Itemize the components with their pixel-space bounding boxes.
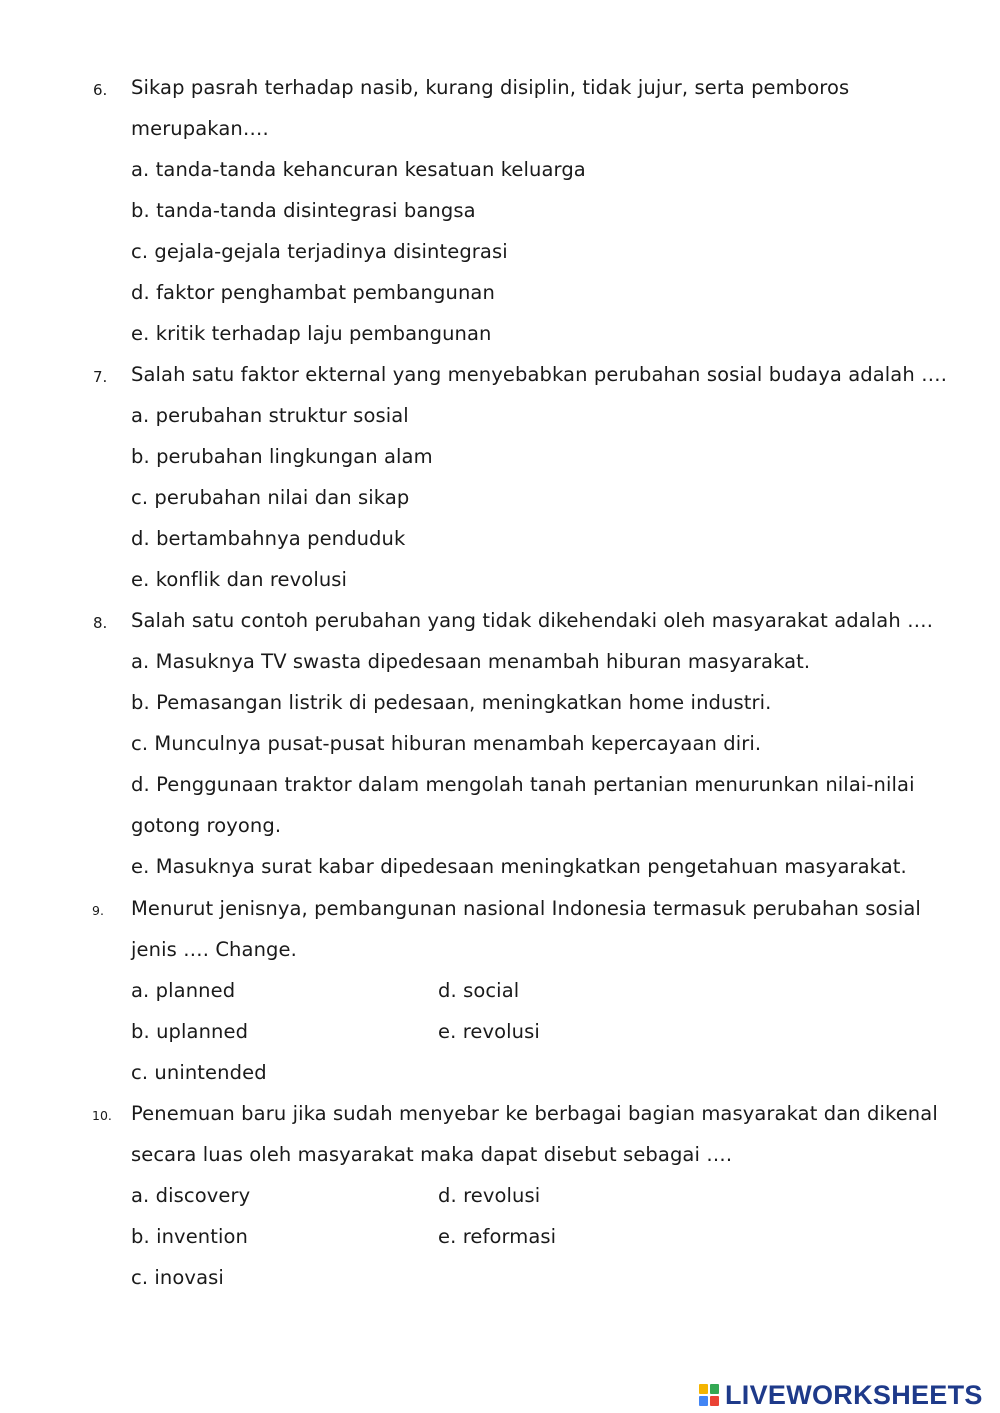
question-8-option-b[interactable]: b. Pemasangan listrik di pedesaan, meningkatkan home industri. (131, 691, 772, 714)
liveworksheets-logo-text: LIVEWORKSHEETS (725, 1379, 983, 1410)
question-8-number: 8. (93, 614, 108, 632)
question-9-stem-line-2: jenis …. Change. (131, 938, 297, 961)
question-7-stem-line-1: Salah satu faktor ekternal yang menyebabkan perubahan sosial budaya adalah …. (131, 363, 947, 386)
question-6-option-b[interactable]: b. tanda-tanda disintegrasi bangsa (131, 199, 476, 222)
question-9-option-a[interactable]: a. planned (131, 979, 236, 1002)
question-7-option-c[interactable]: c. perubahan nilai dan sikap (131, 486, 410, 509)
question-9-option-c[interactable]: c. unintended (131, 1061, 267, 1084)
question-8-option-d-continued: gotong royong. (131, 814, 282, 837)
liveworksheets-logo (699, 1380, 983, 1410)
question-6-stem-line-1: Sikap pasrah terhadap nasib, kurang disiplin, tidak jujur, serta pemboros (131, 76, 850, 99)
question-9-number: 9. (92, 903, 104, 918)
question-10-option-d[interactable]: d. revolusi (438, 1184, 541, 1207)
question-9-option-d[interactable]: d. social (438, 979, 520, 1002)
question-9-option-e[interactable]: e. revolusi (438, 1020, 540, 1043)
question-10-number: 10. (92, 1108, 112, 1123)
question-7-option-d[interactable]: d. bertambahnya penduduk (131, 527, 406, 550)
liveworksheets-logo-icon (699, 1383, 721, 1407)
question-7-option-e[interactable]: e. konflik dan revolusi (131, 568, 348, 591)
question-10-stem-line-1: Penemuan baru jika sudah menyebar ke berbagai bagian masyarakat dan dikenal (131, 1102, 938, 1125)
question-8-option-d[interactable]: d. Penggunaan traktor dalam mengolah tanah pertanian menurunkan nilai-nilai (131, 773, 915, 796)
question-7-option-b[interactable]: b. perubahan lingkungan alam (131, 445, 433, 468)
question-6-option-d[interactable]: d. faktor penghambat pembangunan (131, 281, 495, 304)
question-7-number: 7. (93, 368, 108, 386)
question-10-option-a[interactable]: a. discovery (131, 1184, 251, 1207)
question-8-option-e[interactable]: e. Masuknya surat kabar dipedesaan meningkatkan pengetahuan masyarakat. (131, 855, 907, 878)
question-6-option-e[interactable]: e. kritik terhadap laju pembangunan (131, 322, 492, 345)
question-7-option-a[interactable]: a. perubahan struktur sosial (131, 404, 409, 427)
question-8-option-a[interactable]: a. Masuknya TV swasta dipedesaan menambah hiburan masyarakat. (131, 650, 811, 673)
question-8-stem-line-1: Salah satu contoh perubahan yang tidak dikehendaki oleh masyarakat adalah …. (131, 609, 934, 632)
question-9-stem-line-1: Menurut jenisnya, pembangunan nasional Indonesia termasuk perubahan sosial (131, 897, 921, 920)
question-10-option-b[interactable]: b. invention (131, 1225, 249, 1248)
question-10-option-e[interactable]: e. reformasi (438, 1225, 557, 1248)
question-10-stem-line-2: secara luas oleh masyarakat maka dapat disebut sebagai …. (131, 1143, 733, 1166)
question-6-option-a[interactable]: a. tanda-tanda kehancuran kesatuan keluarga (131, 158, 586, 181)
question-10-option-c[interactable]: c. inovasi (131, 1266, 224, 1289)
question-6-option-c[interactable]: c. gejala-gejala terjadinya disintegrasi (131, 240, 508, 263)
question-8-option-c[interactable]: c. Munculnya pusat-pusat hiburan menambah kepercayaan diri. (131, 732, 762, 755)
question-6-stem-line-2: merupakan…. (131, 117, 269, 140)
question-9-option-b[interactable]: b. uplanned (131, 1020, 249, 1043)
question-6-number: 6. (93, 81, 108, 99)
